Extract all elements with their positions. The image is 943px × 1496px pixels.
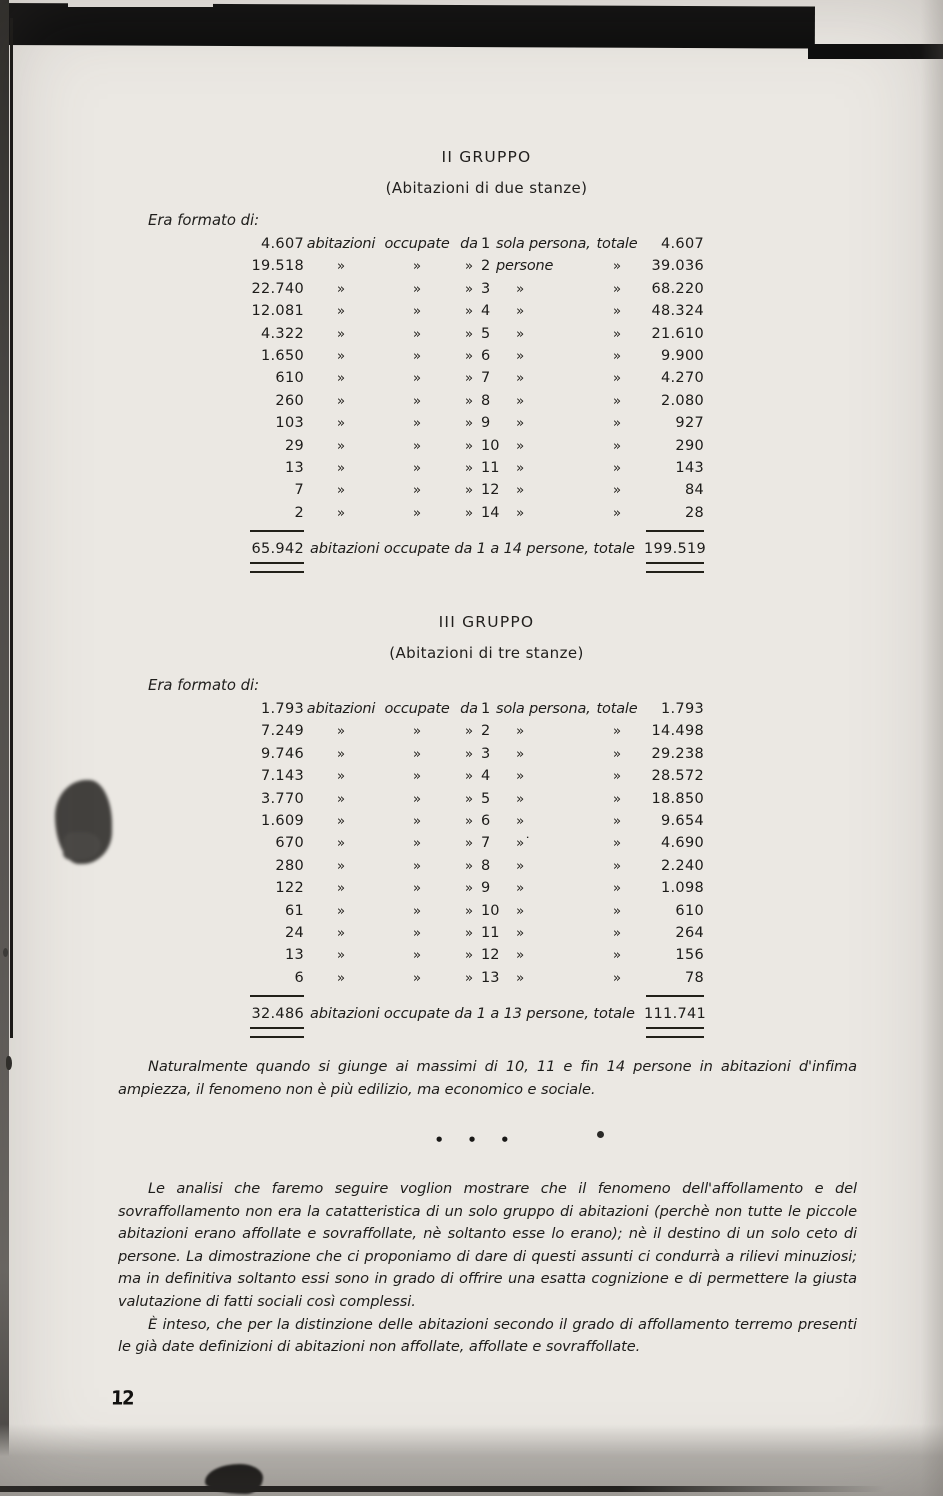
scan-top-notch [68, 0, 213, 7]
section-separator [0, 1131, 943, 1149]
total-value: 29.238 [651, 745, 704, 762]
abitazioni-cell: » [336, 370, 346, 387]
page-number: 12 [110, 1387, 134, 1410]
occupate-cell: » [412, 768, 422, 785]
ink-speck [6, 1056, 12, 1070]
table-row [232, 900, 704, 922]
scan-top-edge-bar [0, 3, 815, 49]
count-value: 6 [294, 969, 304, 986]
da-cell: » [464, 812, 474, 829]
count-value: 1.609 [260, 812, 304, 829]
persona-cell: » [516, 790, 525, 807]
persona-cell: » [516, 857, 525, 874]
double-rule-right [646, 562, 704, 573]
persons-count-cell: 2 [481, 723, 491, 740]
da-cell: » [464, 790, 474, 807]
total-value: 4.607 [660, 236, 704, 252]
group-iii-table [232, 698, 707, 1039]
total-value: 14.498 [651, 723, 704, 740]
total-value: 68.220 [651, 280, 704, 297]
table-row [232, 788, 704, 810]
totale-cell: » [612, 902, 622, 919]
persona-cell: » [516, 947, 525, 964]
abitazioni-cell: » [336, 303, 346, 320]
count-value: 7.143 [260, 768, 304, 785]
occupate-cell: » [412, 745, 422, 762]
occupate-cell: » [412, 459, 422, 476]
count-value: 610 [275, 370, 304, 387]
scan-bottom-edge-line [0, 1486, 885, 1492]
table-row [232, 479, 704, 501]
abitazioni-cell: abitazioni [306, 236, 376, 252]
table-row [232, 412, 704, 434]
total-value: 610 [675, 902, 704, 919]
occupate-cell: » [412, 280, 422, 297]
count-value: 61 [284, 902, 304, 919]
totale-cell: » [612, 812, 622, 829]
abitazioni-cell: » [336, 857, 346, 874]
persons-count-cell: 6 [481, 347, 491, 364]
da-cell: » [464, 857, 474, 874]
occupate-cell: » [412, 482, 422, 499]
persona-cell: » [516, 325, 525, 342]
count-value: 7.249 [260, 723, 304, 740]
persons-count-cell: 1 [481, 236, 491, 252]
count-value: 22.740 [251, 280, 304, 297]
da-cell: » [464, 768, 474, 785]
persona-cell: persone [496, 258, 554, 275]
occupate-cell: » [412, 370, 422, 387]
table-row [232, 255, 704, 277]
abitazioni-cell: » [336, 504, 346, 521]
da-cell: » [464, 325, 474, 342]
totale-cell: » [612, 347, 622, 364]
total-count-value: 32.486 [251, 1006, 304, 1023]
group-ii-subtitle: (Abitazioni di due stanze) [385, 179, 588, 197]
ink-blot [55, 780, 112, 864]
persona-cell: sola persona, [496, 701, 591, 717]
persons-count-cell: 14 [481, 504, 500, 521]
count-value: 1.793 [260, 701, 304, 717]
da-cell: » [464, 723, 474, 740]
total-value: 156 [675, 947, 704, 964]
da-cell: » [464, 347, 474, 364]
total-value: 18.850 [651, 790, 704, 807]
count-value: 280 [275, 857, 304, 874]
table-row [232, 502, 704, 524]
occupate-cell: » [412, 812, 422, 829]
persona-cell: » [516, 902, 525, 919]
totale-cell: » [612, 303, 622, 320]
abitazioni-cell: » [336, 437, 346, 454]
totale-cell: totale [596, 701, 638, 717]
persons-count-cell: 5 [481, 790, 491, 807]
table-row [232, 855, 704, 877]
double-rule-row [232, 561, 704, 574]
persons-count-cell: 10 [481, 902, 500, 919]
double-rule-left [250, 1027, 304, 1038]
count-value: 7 [294, 482, 304, 499]
table-row [232, 323, 704, 345]
totale-cell: totale [596, 236, 638, 252]
abitazioni-cell: » [336, 745, 346, 762]
da-cell: » [464, 880, 474, 897]
separator-dots: • • • [434, 1131, 519, 1149]
scan-left-edge [0, 0, 9, 1496]
occupate-cell: occupate [384, 236, 450, 252]
rule-right [646, 530, 704, 532]
total-rule-row [232, 989, 704, 1002]
count-value: 13 [284, 459, 304, 476]
persons-count-cell: 4 [481, 303, 491, 320]
persona-cell: » [516, 768, 525, 785]
total-row-label: abitazioni occupate da 1 a 13 persone, totale [310, 1006, 635, 1023]
da-cell: » [464, 947, 474, 964]
persons-count-cell: 7 [481, 370, 491, 387]
abitazioni-cell: » [336, 258, 346, 275]
table-row [232, 698, 704, 720]
persons-count-cell: 7 [481, 835, 491, 852]
double-rule-left [250, 562, 304, 573]
count-value: 12.081 [251, 303, 304, 320]
occupate-cell: » [412, 303, 422, 320]
persona-cell: » [516, 924, 525, 941]
totale-cell: » [612, 947, 622, 964]
persona-cell: » [516, 459, 525, 476]
table-row [232, 810, 704, 832]
totale-cell: » [612, 880, 622, 897]
persona-cell: » [516, 347, 525, 364]
table-row [232, 743, 704, 765]
da-cell: » [464, 415, 474, 432]
total-value: 4.270 [660, 370, 704, 387]
paragraph-note [118, 1056, 857, 1101]
totale-cell: » [612, 768, 622, 785]
persons-count-cell: 3 [481, 745, 491, 762]
persons-count-cell: 11 [481, 924, 500, 941]
count-value: 29 [284, 437, 304, 454]
table-row [232, 278, 704, 300]
group-ii-section [118, 148, 855, 574]
analysis-paragraphs [118, 1178, 857, 1359]
total-value: 4.690 [660, 835, 704, 852]
count-value: 103 [275, 415, 304, 432]
abitazioni-cell: » [336, 325, 346, 342]
totale-cell: » [612, 745, 622, 762]
table-total-row [232, 537, 707, 561]
occupate-cell: » [412, 347, 422, 364]
totale-cell: » [612, 258, 622, 275]
totale-cell: » [612, 790, 622, 807]
da-cell: » [464, 504, 474, 521]
da-cell: » [464, 303, 474, 320]
count-value: 2 [294, 504, 304, 521]
total-value: 84 [684, 482, 704, 499]
occupate-cell: » [412, 415, 422, 432]
table-row [232, 765, 704, 787]
abitazioni-cell: abitazioni [306, 701, 376, 717]
da-cell: » [464, 482, 474, 499]
abitazioni-cell: » [336, 969, 346, 986]
count-value: 4.322 [260, 325, 304, 342]
table-row [232, 720, 704, 742]
da-cell: » [464, 392, 474, 409]
abitazioni-cell: » [336, 415, 346, 432]
totale-cell: » [612, 370, 622, 387]
da-cell: » [464, 437, 474, 454]
abitazioni-cell: » [336, 280, 346, 297]
scan-right-shade [921, 0, 943, 1496]
persons-count-cell: 12 [481, 482, 500, 499]
abitazioni-cell: » [336, 459, 346, 476]
totale-cell: » [612, 482, 622, 499]
abitazioni-cell: » [336, 902, 346, 919]
totale-cell: » [612, 835, 622, 852]
occupate-cell: » [412, 325, 422, 342]
abitazioni-cell: » [336, 880, 346, 897]
total-row-label: abitazioni occupate da 1 a 14 persone, totale [310, 541, 635, 558]
persons-count-cell: 6 [481, 812, 491, 829]
count-value: 260 [275, 392, 304, 409]
occupate-cell: » [412, 969, 422, 986]
count-value: 19.518 [251, 258, 304, 275]
persona-cell: » [516, 370, 525, 387]
table-total-row [232, 1002, 707, 1026]
occupate-cell: » [412, 924, 422, 941]
total-value: 21.610 [651, 325, 704, 342]
table-row [232, 944, 704, 966]
totale-cell: » [612, 392, 622, 409]
total-value: 28 [684, 504, 704, 521]
persona-cell: » [516, 437, 525, 454]
table-row [232, 457, 704, 479]
rule-left [250, 530, 304, 532]
occupate-cell: » [412, 835, 422, 852]
abitazioni-cell: » [336, 347, 346, 364]
total-value: 290 [675, 437, 704, 454]
count-value: 122 [275, 880, 304, 897]
total-value: 2.240 [660, 857, 704, 874]
table-row [232, 832, 704, 854]
persons-count-cell: 8 [481, 857, 491, 874]
total-value: 48.324 [651, 303, 704, 320]
persons-count-cell: 9 [481, 880, 491, 897]
persona-cell: » [516, 745, 525, 762]
total-value: 143 [675, 459, 704, 476]
table-row [232, 877, 704, 899]
persons-count-cell: 3 [481, 280, 491, 297]
persona-cell: » [516, 504, 525, 521]
total-rule-row [232, 524, 704, 537]
count-value: 24 [284, 924, 304, 941]
table-row [232, 367, 704, 389]
count-value: 1.650 [260, 347, 304, 364]
totale-cell: » [612, 280, 622, 297]
totale-cell: » [612, 504, 622, 521]
count-value: 670 [275, 835, 304, 852]
paragraph-note-text: Naturalmente quando si giunge ai massimi di 10, 11 e fin 14 persone in abitazioni d'infima ampiezza, il fenomeno non è più edilizio, ma economico e sociale. [118, 1058, 857, 1098]
total-value: 1.098 [660, 880, 704, 897]
totale-cell: » [612, 723, 622, 740]
total-value: 927 [675, 415, 704, 432]
table-row [232, 967, 704, 989]
analysis-paragraph: Le analisi che faremo seguire voglion mostrare che il fenomeno dell'affollamento e del sovraffollamento non era la catatteristica di un solo gruppo di abitazioni (perchè non tutte le piccole abitazioni erano affollate e sovraffollate, nè soltanto esse lo erano); nè il destino di un solo ceto di persone. La dimostrazione che ci proponiamo di dare di questi assunti ci condurrà a rilievi minuziosi; ma in definitiva soltanto essi sono in grado di offrire una esatta cognizione e di permettere la giusta valutazione di fatti sociali così complessi. [118, 1180, 857, 1310]
occupate-cell: occupate [384, 701, 450, 717]
total-value: 9.900 [660, 347, 704, 364]
persons-count-cell: 5 [481, 325, 491, 342]
persona-cell: » [516, 280, 525, 297]
da-cell: » [464, 280, 474, 297]
occupate-cell: » [412, 947, 422, 964]
da-cell: » [464, 370, 474, 387]
abitazioni-cell: » [336, 482, 346, 499]
occupate-cell: » [412, 504, 422, 521]
ink-speck [3, 948, 8, 957]
totale-cell: » [612, 857, 622, 874]
persons-count-cell: 8 [481, 392, 491, 409]
grand-total-value: 111.741 [644, 1006, 707, 1023]
double-rule-row [232, 1026, 704, 1039]
persona-cell: »˙ [516, 835, 532, 852]
group-iii-subtitle: (Abitazioni di tre stanze) [389, 644, 584, 662]
table-row [232, 390, 704, 412]
grand-total-value: 199.519 [644, 541, 707, 558]
persona-cell: » [516, 880, 525, 897]
persons-count-cell: 1 [481, 701, 491, 717]
da-cell: da [460, 701, 478, 717]
group-ii-title: II GRUPPO [441, 148, 532, 166]
total-value: 264 [675, 924, 704, 941]
persona-cell: » [516, 415, 525, 432]
double-rule-right [646, 1027, 704, 1038]
group-ii-table [232, 233, 707, 574]
group-ii-intro: Era formato di: [148, 212, 260, 229]
persona-cell: » [516, 303, 525, 320]
persons-count-cell: 4 [481, 768, 491, 785]
total-value: 39.036 [651, 258, 704, 275]
scan-left-gutter-line [10, 18, 13, 1038]
da-cell: da [460, 236, 478, 252]
totale-cell: » [612, 325, 622, 342]
persona-cell: » [516, 812, 525, 829]
abitazioni-cell: » [336, 768, 346, 785]
persons-count-cell: 11 [481, 459, 500, 476]
da-cell: » [464, 835, 474, 852]
persons-count-cell: 2 [481, 258, 491, 275]
occupate-cell: » [412, 437, 422, 454]
count-value: 3.770 [260, 790, 304, 807]
occupate-cell: » [412, 723, 422, 740]
closing-paragraph: È inteso, che per la distinzione delle abitazioni secondo il grado di affollamento terremo presenti le già date definizioni di abitazioni non affollate, affollate e sovraffollate. [118, 1315, 857, 1356]
da-cell: » [464, 459, 474, 476]
occupate-cell: » [412, 790, 422, 807]
table-row [232, 922, 704, 944]
persona-cell: » [516, 723, 525, 740]
abitazioni-cell: » [336, 835, 346, 852]
persona-cell: » [516, 969, 525, 986]
count-value: 13 [284, 947, 304, 964]
abitazioni-cell: » [336, 723, 346, 740]
da-cell: » [464, 745, 474, 762]
total-value: 78 [684, 969, 704, 986]
abitazioni-cell: » [336, 812, 346, 829]
rule-left [250, 995, 304, 997]
total-value: 1.793 [660, 701, 704, 717]
persons-count-cell: 12 [481, 947, 500, 964]
persona-cell: sola persona, [496, 236, 591, 252]
da-cell: » [464, 258, 474, 275]
table-row [232, 345, 704, 367]
persona-cell: » [516, 482, 525, 499]
totale-cell: » [612, 924, 622, 941]
count-value: 9.746 [260, 745, 304, 762]
table-row [232, 435, 704, 457]
persons-count-cell: 9 [481, 415, 491, 432]
occupate-cell: » [412, 258, 422, 275]
totale-cell: » [612, 969, 622, 986]
totale-cell: » [612, 437, 622, 454]
total-value: 28.572 [651, 768, 704, 785]
abitazioni-cell: » [336, 392, 346, 409]
total-count-value: 65.942 [251, 541, 304, 558]
table-row [232, 300, 704, 322]
persons-count-cell: 10 [481, 437, 500, 454]
abitazioni-cell: » [336, 947, 346, 964]
count-value: 4.607 [260, 236, 304, 252]
persons-count-cell: 13 [481, 969, 500, 986]
occupate-cell: » [412, 880, 422, 897]
totale-cell: » [612, 459, 622, 476]
occupate-cell: » [412, 392, 422, 409]
table-row [232, 233, 704, 255]
group-iii-section [118, 613, 855, 1039]
totale-cell: » [612, 415, 622, 432]
group-iii-title: III GRUPPO [438, 613, 535, 631]
da-cell: » [464, 924, 474, 941]
abitazioni-cell: » [336, 790, 346, 807]
total-value: 9.654 [660, 812, 704, 829]
rule-right [646, 995, 704, 997]
total-value: 2.080 [660, 392, 704, 409]
occupate-cell: » [412, 857, 422, 874]
group-iii-intro: Era formato di: [148, 677, 260, 694]
abitazioni-cell: » [336, 924, 346, 941]
occupate-cell: » [412, 902, 422, 919]
persona-cell: » [516, 392, 525, 409]
da-cell: » [464, 969, 474, 986]
da-cell: » [464, 902, 474, 919]
